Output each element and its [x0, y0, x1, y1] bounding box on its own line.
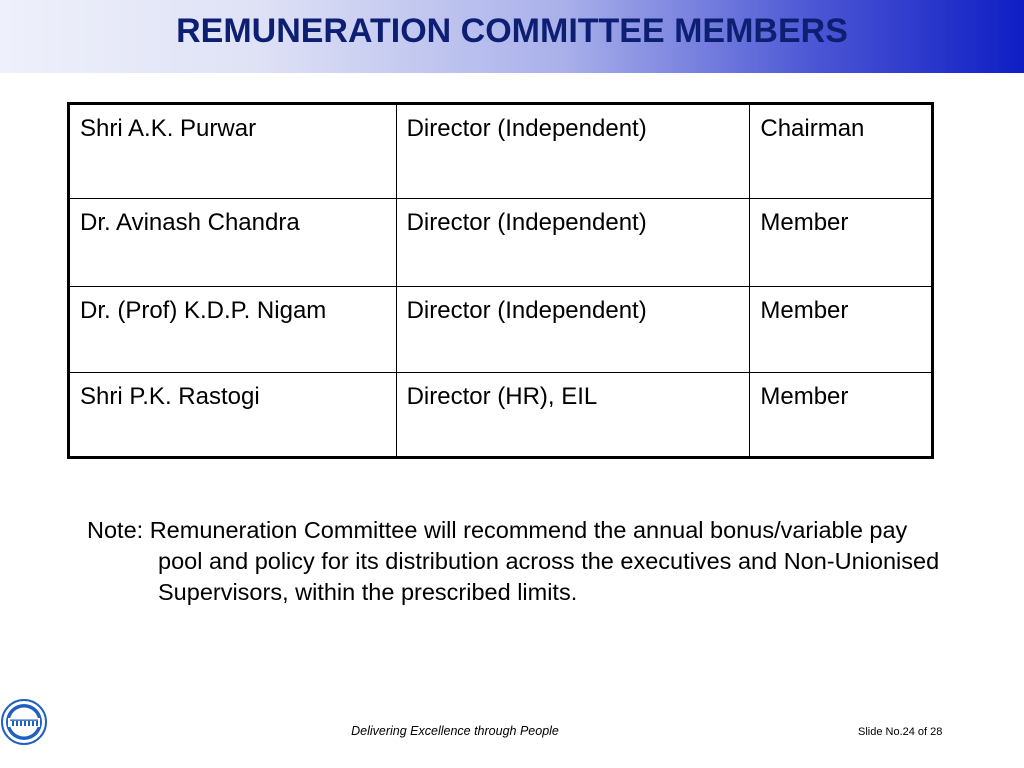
member-designation: Director (Independent)	[396, 287, 750, 373]
table-row	[69, 373, 933, 458]
member-role: Member	[750, 287, 933, 373]
committee-note: Note: Remuneration Committee will recommend the annual bonus/variable pay pool and policy for its distribution across the executives and Non-Unionised Supervisors, within the prescribed limits.	[87, 517, 940, 605]
members-table	[67, 102, 934, 459]
table-row	[69, 287, 933, 373]
member-name: Shri A.K. Purwar	[69, 104, 397, 199]
member-designation: Director (HR), EIL	[396, 373, 750, 458]
member-name: Shri P.K. Rastogi	[69, 373, 397, 458]
member-designation: Director (Independent)	[396, 199, 750, 287]
member-role: Member	[750, 199, 933, 287]
table-row	[69, 104, 933, 199]
member-role: Chairman	[750, 104, 933, 199]
slide-number: Slide No.24 of 28	[858, 726, 943, 738]
footer-tagline: Delivering Excellence through People	[351, 724, 559, 738]
member-designation: Director (Independent)	[396, 104, 750, 199]
member-role: Member	[750, 373, 933, 458]
company-logo-icon	[1, 699, 47, 745]
member-name: Dr. Avinash Chandra	[69, 199, 397, 287]
slide-title: REMUNERATION COMMITTEE MEMBERS	[176, 12, 848, 50]
company-logo	[1, 699, 47, 745]
table-row	[69, 199, 933, 287]
member-name: Dr. (Prof) K.D.P. Nigam	[69, 287, 397, 373]
